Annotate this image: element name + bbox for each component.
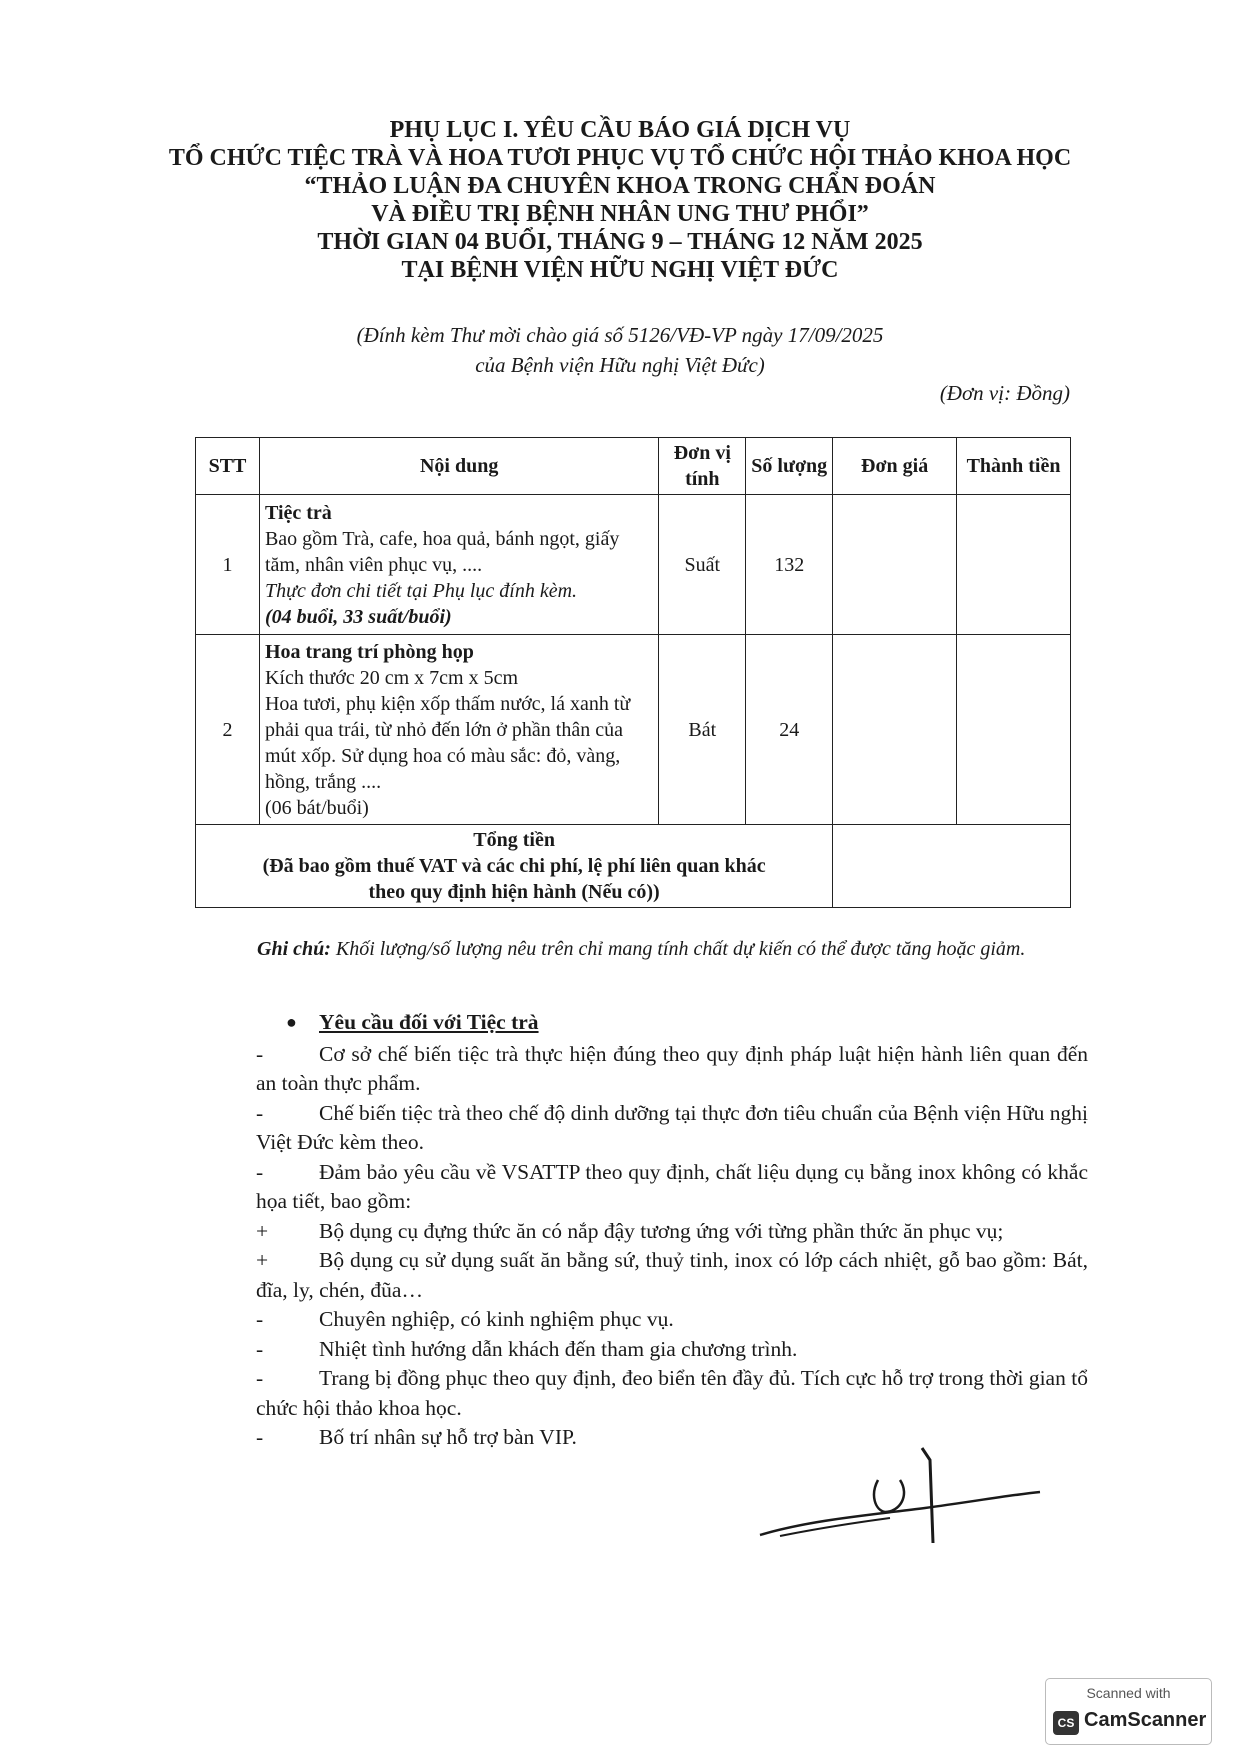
camscanner-brand: CamScanner (1084, 1709, 1207, 1731)
grand-total-line-3: theo quy định hiện hành (Nếu có)) (368, 881, 660, 903)
list-item (256, 1364, 1088, 1423)
row-1-desc-italic: Thực đơn chi tiết tại Phụ lục đính kèm. (264, 579, 578, 602)
camscanner-watermark (1045, 1678, 1212, 1745)
list-item (256, 1040, 1088, 1099)
grand-total-value (833, 825, 1071, 908)
row-1-total (957, 495, 1071, 635)
list-marker: - (256, 1366, 264, 1390)
list-marker: - (256, 1159, 264, 1184)
requirements-heading-line (256, 1008, 1088, 1038)
header-content: Nội dung (259, 438, 658, 495)
attachment-note (0, 320, 1240, 380)
list-marker: - (256, 1336, 264, 1361)
row-1-desc: Bao gồm Trà, cafe, hoa quả, bánh ngọt, giấy tăm, nhân viên phục vụ, .... (264, 527, 620, 576)
row-2-content (259, 635, 658, 825)
list-item (256, 1335, 1088, 1365)
note (257, 938, 1025, 961)
list-item-text: Bộ dụng cụ sử dụng suất ăn bằng sứ, thuỷ tinh, inox có lớp cách nhiệt, gỗ bao gồm: Bát, đĩa, ly, chén, đũa… (256, 1248, 1088, 1302)
scanned-with-text: Scanned with (1086, 1685, 1171, 1701)
row-2-stt: 2 (196, 635, 260, 825)
title-line-4: VÀ ĐIỀU TRỊ BỆNH NHÂN UNG THƯ PHỔI” (371, 201, 869, 227)
document-title (0, 116, 1240, 284)
list-item (256, 1217, 1088, 1247)
requirements-heading: Yêu cầu đối với Tiệc trà (319, 1010, 539, 1034)
list-marker: - (256, 1100, 264, 1125)
title-line-3: “THẢO LUẬN ĐA CHUYÊN KHOA TRONG CHẨN ĐOÁN (304, 173, 936, 199)
list-item-text: Bộ dụng cụ đựng thức ăn có nắp đậy tương ứng với từng phần thức ăn phục vụ; (319, 1218, 1004, 1243)
list-item-text: Chế biến tiệc trà theo chế độ dinh dưỡng tại thực đơn tiêu chuẩn của Bệnh viện Hữu nghị Việt Đức kèm theo. (256, 1100, 1088, 1154)
requirements-section (256, 1008, 1088, 1453)
header-stt: STT (196, 438, 260, 495)
row-2-desc-quantity: (06 bát/buổi) (264, 796, 369, 819)
row-1-unit: Suất (659, 495, 746, 635)
grand-total-line-1: Tổng tiền (473, 829, 555, 851)
row-2-price (833, 635, 957, 825)
header-unit: Đơn vị tính (659, 438, 746, 495)
list-item-text: Bố trí nhân sự hỗ trợ bàn VIP. (319, 1425, 577, 1449)
grand-total-label (196, 825, 833, 908)
list-item (256, 1099, 1088, 1158)
title-line-2: TỔ CHỨC TIỆC TRÀ VÀ HOA TƯƠI PHỤC VỤ TỔ CHỨC HỘI THẢO KHOA HỌC (168, 145, 1072, 171)
row-2-title: Hoa trang trí phòng họp (264, 640, 474, 663)
attachment-line-1: (Đính kèm Thư mời chào giá số 5126/VĐ-VP ngày 17/09/2025 (356, 323, 884, 347)
bullet-icon: ● (286, 1012, 297, 1032)
list-marker: - (256, 1425, 264, 1449)
list-item-text: Đảm bảo yêu cầu về VSATTP theo quy định, chất liệu dụng cụ bằng inox không có khắc họa tiết, bao gồm: (256, 1159, 1088, 1213)
table-header-row (196, 438, 1071, 495)
note-text: Khối lượng/số lượng nêu trên chỉ mang tính chất dự kiến có thể được tăng hoặc giảm. (330, 938, 1026, 960)
list-item (256, 1158, 1088, 1217)
table-row (196, 635, 1071, 825)
list-item (256, 1305, 1088, 1335)
note-label: Ghi chú: (257, 938, 331, 960)
list-item (256, 1246, 1088, 1305)
header-qty: Số lượng (746, 438, 833, 495)
row-2-desc: Hoa tươi, phụ kiện xốp thấm nước, lá xanh từ phải qua trái, từ nhỏ đến lớn ở phần thân của mút xốp. Sử dụng hoa có màu sắc: đỏ, vàng, hồng, trắng .... (264, 692, 631, 793)
camscanner-logo-icon: CS (1053, 1711, 1079, 1735)
row-2-qty: 24 (746, 635, 833, 825)
row-1-desc-quantity: (04 buổi, 33 suất/buổi) (264, 605, 452, 628)
row-2-desc-size: Kích thước 20 cm x 7cm x 5cm (264, 666, 518, 689)
list-marker: + (256, 1248, 269, 1272)
title-line-1: PHỤ LỤC I. YÊU CẦU BÁO GIÁ DỊCH VỤ (389, 117, 851, 143)
row-1-content (259, 495, 658, 635)
grand-total-line-2: (Đã bao gồm thuế VAT và các chi phí, lệ phí liên quan khác (262, 855, 766, 877)
attachment-line-2: của Bệnh viện Hữu nghị Việt Đức) (475, 353, 765, 377)
header-price: Đơn giá (833, 438, 957, 495)
list-marker: - (256, 1307, 264, 1331)
list-item-text: Chuyên nghiệp, có kinh nghiệm phục vụ. (319, 1307, 674, 1331)
list-item-text: Trang bị đồng phục theo quy định, đeo biển tên đầy đủ. Tích cực hỗ trợ trong thời gian tổ chức hội thảo khoa học. (256, 1366, 1088, 1420)
title-line-5: THỜI GIAN 04 BUỔI, THÁNG 9 – THÁNG 12 NĂM 2025 (317, 229, 923, 255)
list-item-text: Nhiệt tình hướng dẫn khách đến tham gia chương trình. (319, 1336, 798, 1361)
signature (750, 1440, 1050, 1550)
row-1-price (833, 495, 957, 635)
row-2-total (957, 635, 1071, 825)
title-line-6: TẠI BỆNH VIỆN HỮU NGHỊ VIỆT ĐỨC (401, 257, 839, 283)
table-footer-row (196, 825, 1071, 908)
row-1-title: Tiệc trà (264, 501, 332, 524)
row-1-stt: 1 (196, 495, 260, 635)
list-marker: - (256, 1041, 264, 1066)
list-marker: + (256, 1218, 269, 1243)
row-2-unit: Bát (659, 635, 746, 825)
quotation-table (195, 437, 1071, 908)
table-row (196, 495, 1071, 635)
list-item-text: Cơ sở chế biến tiệc trà thực hiện đúng theo quy định pháp luật hiện hành liên quan đến an toàn thực phẩm. (256, 1041, 1088, 1095)
row-1-qty: 132 (746, 495, 833, 635)
currency-unit-label: (Đơn vị: Đồng) (939, 381, 1070, 405)
header-total: Thành tiền (957, 438, 1071, 495)
